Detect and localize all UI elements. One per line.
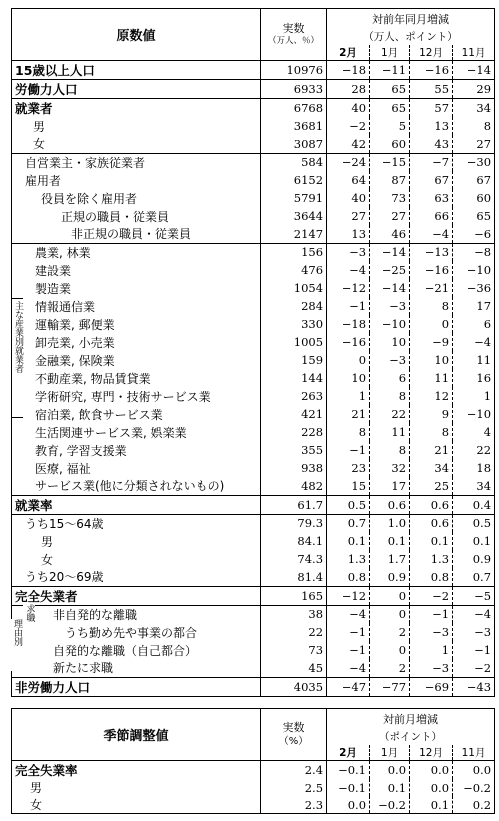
row-label: 完全失業者	[12, 586, 261, 605]
change-value: −14	[453, 61, 495, 80]
actual-value: 5791	[261, 189, 327, 207]
change-value: 27	[370, 207, 410, 225]
change-value: 11	[453, 351, 495, 369]
change-value: −9	[410, 333, 453, 351]
change-value: 0	[370, 586, 410, 605]
actual-value: 482	[261, 477, 327, 495]
actual-value: 3681	[261, 117, 327, 135]
actual-value: 355	[261, 441, 327, 459]
change-value: 2	[370, 659, 410, 677]
row-label: 非自発的な離職	[12, 605, 261, 623]
side-label-reason-text: 理由別	[12, 619, 22, 646]
change-value: −36	[453, 279, 495, 297]
change-value: −14	[370, 243, 410, 261]
change-value: 29	[453, 80, 495, 99]
change-value: 12	[410, 387, 453, 405]
table2-change-label: 対前月増減	[327, 709, 495, 729]
actual-value: 421	[261, 405, 327, 423]
change-value: 10	[327, 369, 370, 387]
change-value: 60	[370, 135, 410, 153]
change-value: −11	[370, 61, 410, 80]
change-value: 0.1	[410, 532, 453, 550]
actual-value: 4035	[261, 677, 327, 696]
change-unit: （万人、ポイント）	[327, 29, 495, 45]
change-value: 0	[327, 351, 370, 369]
table-row	[12, 387, 495, 405]
change-value: −7	[410, 153, 453, 171]
change-value: 9	[410, 405, 453, 423]
change-value: 1	[327, 387, 370, 405]
change-value: 8	[370, 441, 410, 459]
row-label: 女	[12, 135, 261, 153]
side-label-reason	[11, 619, 22, 671]
actual-value: 144	[261, 369, 327, 387]
change-value: −10	[453, 261, 495, 279]
change-value: 60	[453, 189, 495, 207]
change-value: 0	[370, 605, 410, 623]
change-value: 2	[370, 623, 410, 641]
change-value: 67	[453, 171, 495, 189]
actual-value: 165	[261, 586, 327, 605]
change-value: 28	[327, 80, 370, 99]
change-value: 1.7	[370, 550, 410, 568]
row-label: 自営業主・家族従業者	[12, 153, 261, 171]
actual-value: 6152	[261, 171, 327, 189]
change-value: 11	[410, 369, 453, 387]
row-label: うち15～64歳	[12, 514, 261, 532]
change-value: −4	[410, 225, 453, 243]
change-value: 0.7	[327, 514, 370, 532]
change-value: 1	[410, 641, 453, 659]
change-value: −24	[327, 153, 370, 171]
change-value: 40	[327, 189, 370, 207]
month-header: 1月	[370, 45, 410, 61]
change-value: 0.1	[370, 532, 410, 550]
table-row	[12, 61, 495, 80]
change-value: 8	[410, 297, 453, 315]
change-value: 0.6	[370, 495, 410, 514]
actual-label: 実数	[282, 21, 305, 35]
change-value: −1	[327, 297, 370, 315]
table2-change-unit: （ポイント）	[327, 729, 495, 745]
change-value: 13	[327, 225, 370, 243]
change-value: 46	[370, 225, 410, 243]
change-value: 0.0	[453, 761, 495, 780]
row-label: 自発的な離職（自己都合）	[12, 641, 261, 659]
actual-value: 263	[261, 387, 327, 405]
change-value: 0.4	[453, 495, 495, 514]
change-value: −1	[327, 641, 370, 659]
change-value: −10	[453, 405, 495, 423]
change-value: 0.0	[410, 761, 453, 780]
change-value: 0.0	[370, 761, 410, 780]
change-value: 65	[370, 80, 410, 99]
table2-actual-label: 実数	[282, 720, 305, 734]
original-values-table	[11, 8, 495, 697]
table2-title: 季節調整値	[12, 709, 261, 761]
side-label-main-industry-text: 主な産業別就業者	[13, 301, 23, 373]
table-row	[12, 279, 495, 297]
change-value: −1	[327, 623, 370, 641]
actual-value: 2.5	[261, 779, 327, 796]
table-title: 原数値	[12, 9, 261, 61]
table-row	[12, 207, 495, 225]
table-row	[12, 171, 495, 189]
row-label: 卸売業, 小売業	[12, 333, 261, 351]
row-label: 教育, 学習支援業	[12, 441, 261, 459]
change-value: 27	[327, 207, 370, 225]
table-row	[12, 99, 495, 118]
change-value: −5	[453, 586, 495, 605]
change-value: 0.6	[410, 495, 453, 514]
row-label: 新たに求職	[12, 659, 261, 677]
table-row	[12, 677, 495, 696]
table2-actual-header	[261, 709, 327, 761]
row-label: 非労働力人口	[12, 677, 261, 696]
change-value: 67	[410, 171, 453, 189]
actual-value: 10976	[261, 61, 327, 80]
actual-value: 156	[261, 243, 327, 261]
change-value: 22	[370, 405, 410, 423]
change-value: 0.9	[370, 568, 410, 586]
month-header: 1月	[370, 745, 410, 761]
change-value: 6	[453, 315, 495, 333]
change-value: 1.0	[370, 514, 410, 532]
actual-value: 1005	[261, 333, 327, 351]
change-value: 0.7	[453, 568, 495, 586]
row-label: 非正規の職員・従業員	[12, 225, 261, 243]
change-value: −0.1	[327, 761, 370, 780]
table-row	[12, 623, 495, 641]
change-value: −8	[453, 243, 495, 261]
row-label: 医療, 福祉	[12, 459, 261, 477]
table-row	[12, 243, 495, 261]
row-label: 15歳以上人口	[12, 61, 261, 80]
change-value: 8	[327, 423, 370, 441]
month-header: 12月	[410, 45, 453, 61]
change-value: −6	[453, 225, 495, 243]
row-label: 雇用者	[12, 171, 261, 189]
table-row	[12, 351, 495, 369]
actual-value: 73	[261, 641, 327, 659]
table-row	[12, 333, 495, 351]
actual-value: 45	[261, 659, 327, 677]
change-value: −3	[410, 659, 453, 677]
change-value: 16	[453, 369, 495, 387]
change-value: −47	[327, 677, 370, 696]
row-label: 男	[12, 779, 261, 796]
change-value: −0.2	[370, 796, 410, 814]
actual-value: 2.3	[261, 796, 327, 814]
change-value: 0.0	[327, 796, 370, 814]
change-value: 0.1	[370, 779, 410, 796]
change-value: 66	[410, 207, 453, 225]
change-value: 73	[370, 189, 410, 207]
change-value: 34	[453, 477, 495, 495]
row-label: 就業者	[12, 99, 261, 118]
change-value: −69	[410, 677, 453, 696]
change-value: −3	[327, 243, 370, 261]
change-value: 63	[410, 189, 453, 207]
change-label: 対前年同月増減	[327, 9, 495, 29]
actual-value: 6768	[261, 99, 327, 118]
row-label: 生活関連サービス業, 娯楽業	[12, 423, 261, 441]
change-value: −4	[453, 605, 495, 623]
row-label: 不動産業, 物品賃貸業	[12, 369, 261, 387]
change-value: −1	[327, 441, 370, 459]
change-value: 65	[370, 99, 410, 118]
row-label: 学術研究, 専門・技術サービス業	[12, 387, 261, 405]
change-value: −30	[453, 153, 495, 171]
table-row	[12, 796, 495, 814]
change-value: −21	[410, 279, 453, 297]
change-value: 17	[370, 477, 410, 495]
change-value: 10	[410, 351, 453, 369]
row-label: 就業率	[12, 495, 261, 514]
row-label: 男	[12, 117, 261, 135]
table-row	[12, 586, 495, 605]
actual-value: 22	[261, 623, 327, 641]
row-label: 金融業, 保険業	[12, 351, 261, 369]
row-label: 役員を除く雇用者	[12, 189, 261, 207]
row-label: 女	[12, 796, 261, 814]
row-label: 宿泊業, 飲食サービス業	[12, 405, 261, 423]
change-value: 43	[410, 135, 453, 153]
change-value: 1.3	[327, 550, 370, 568]
change-value: 42	[327, 135, 370, 153]
actual-value: 84.1	[261, 532, 327, 550]
table-row	[12, 550, 495, 568]
change-value: 8	[370, 387, 410, 405]
change-value: 15	[327, 477, 370, 495]
table-row	[12, 369, 495, 387]
actual-value: 330	[261, 315, 327, 333]
month-header: 12月	[410, 745, 453, 761]
table-row	[12, 153, 495, 171]
row-label: サービス業(他に分類されないもの)	[12, 477, 261, 495]
actual-value: 584	[261, 153, 327, 171]
side-label-seek	[23, 604, 35, 640]
change-value: −15	[370, 153, 410, 171]
change-value: 64	[327, 171, 370, 189]
actual-value: 6933	[261, 80, 327, 99]
change-value: 0.6	[410, 514, 453, 532]
actual-value: 3644	[261, 207, 327, 225]
actual-value: 2147	[261, 225, 327, 243]
change-value: 17	[453, 297, 495, 315]
change-value: −16	[410, 61, 453, 80]
actual-value: 228	[261, 423, 327, 441]
table-row	[12, 135, 495, 153]
row-label: 製造業	[12, 279, 261, 297]
change-value: 0	[370, 641, 410, 659]
change-value: 8	[410, 423, 453, 441]
change-value: −77	[370, 677, 410, 696]
table-row	[12, 261, 495, 279]
table-row	[12, 189, 495, 207]
change-value: 18	[453, 459, 495, 477]
change-value: 0.2	[453, 796, 495, 814]
change-value: 0.5	[453, 514, 495, 532]
change-value: −4	[327, 605, 370, 623]
table-row	[12, 477, 495, 495]
change-value: 8	[453, 117, 495, 135]
month-header: 2月	[327, 745, 370, 761]
change-value: −2	[327, 117, 370, 135]
seasonally-adjusted-table	[11, 708, 495, 814]
table-row	[12, 297, 495, 315]
row-label: 労働力人口	[12, 80, 261, 99]
change-value: −2	[410, 586, 453, 605]
table2-actual-unit: （%）	[278, 735, 309, 747]
change-value: −25	[370, 261, 410, 279]
table-row	[12, 659, 495, 677]
actual-unit: （万人、％）	[268, 35, 320, 46]
change-value: 55	[410, 80, 453, 99]
change-value: 34	[410, 459, 453, 477]
change-value: −2	[453, 659, 495, 677]
row-label: 情報通信業	[12, 297, 261, 315]
actual-value: 81.4	[261, 568, 327, 586]
change-value: −10	[370, 315, 410, 333]
change-value: 0.8	[327, 568, 370, 586]
change-value: 21	[327, 405, 370, 423]
change-value: −1	[410, 605, 453, 623]
table-row	[12, 641, 495, 659]
table-row	[12, 80, 495, 99]
actual-value: 3087	[261, 135, 327, 153]
table-row	[12, 423, 495, 441]
change-value: 10	[370, 333, 410, 351]
change-value: −43	[453, 677, 495, 696]
actual-value: 938	[261, 459, 327, 477]
change-value: 0.9	[453, 550, 495, 568]
row-label: うち20～69歳	[12, 568, 261, 586]
change-value: 13	[410, 117, 453, 135]
change-value: 40	[327, 99, 370, 118]
change-value: −3	[370, 297, 410, 315]
change-value: −12	[327, 279, 370, 297]
change-value: 87	[370, 171, 410, 189]
change-value: 25	[410, 477, 453, 495]
table-row	[12, 532, 495, 550]
table-row	[12, 441, 495, 459]
change-value: 0.1	[410, 796, 453, 814]
table-row	[12, 225, 495, 243]
change-value: 0.1	[327, 532, 370, 550]
change-value: 5	[370, 117, 410, 135]
change-value: 6	[370, 369, 410, 387]
actual-value: 476	[261, 261, 327, 279]
change-value: 34	[453, 99, 495, 118]
actual-value: 74.3	[261, 550, 327, 568]
actual-value: 79.3	[261, 514, 327, 532]
change-value: 1.3	[410, 550, 453, 568]
change-value: −1	[453, 641, 495, 659]
table-row	[12, 405, 495, 423]
change-value: 0.8	[410, 568, 453, 586]
change-value: 0.1	[453, 532, 495, 550]
table-row	[12, 459, 495, 477]
actual-value: 2.4	[261, 761, 327, 780]
actual-value: 284	[261, 297, 327, 315]
change-value: −4	[453, 333, 495, 351]
change-value: 23	[327, 459, 370, 477]
change-value: −16	[327, 333, 370, 351]
row-label: 農業, 林業	[12, 243, 261, 261]
actual-value: 61.7	[261, 495, 327, 514]
actual-value: 159	[261, 351, 327, 369]
change-value: −0.1	[327, 779, 370, 796]
row-label: 男	[12, 532, 261, 550]
row-label: 正規の職員・従業員	[12, 207, 261, 225]
actual-value: 38	[261, 605, 327, 623]
table-row	[12, 514, 495, 532]
change-value: 27	[453, 135, 495, 153]
change-value: 0.0	[410, 779, 453, 796]
row-label: 完全失業率	[12, 761, 261, 780]
change-value: −3	[410, 623, 453, 641]
table-row	[12, 315, 495, 333]
actual-header	[261, 9, 327, 61]
row-label: 女	[12, 550, 261, 568]
actual-value: 1054	[261, 279, 327, 297]
side-label-main-industry	[11, 298, 23, 418]
change-value: −4	[327, 659, 370, 677]
change-value: −18	[327, 61, 370, 80]
change-value: 21	[410, 441, 453, 459]
change-value: −0.2	[453, 779, 495, 796]
row-label: 建設業	[12, 261, 261, 279]
row-label: 運輸業, 郵便業	[12, 315, 261, 333]
table-row	[12, 495, 495, 514]
change-value: −14	[370, 279, 410, 297]
change-value: 65	[453, 207, 495, 225]
change-value: 4	[453, 423, 495, 441]
month-header: 2月	[327, 45, 370, 61]
change-value: 0	[410, 315, 453, 333]
change-value: −13	[410, 243, 453, 261]
change-value: −12	[327, 586, 370, 605]
change-value: −4	[327, 261, 370, 279]
change-value: −18	[327, 315, 370, 333]
table-row	[12, 761, 495, 780]
change-value: 22	[453, 441, 495, 459]
table-row	[12, 779, 495, 796]
change-value: 32	[370, 459, 410, 477]
change-value: 0.5	[327, 495, 370, 514]
change-value: 57	[410, 99, 453, 118]
row-label: うち勤め先や事業の都合	[12, 623, 261, 641]
change-value: 11	[370, 423, 410, 441]
table-row	[12, 568, 495, 586]
table-row	[12, 605, 495, 623]
change-value: −3	[453, 623, 495, 641]
change-value: 1	[453, 387, 495, 405]
month-header: 11月	[453, 45, 495, 61]
table-row	[12, 117, 495, 135]
month-header: 11月	[453, 745, 495, 761]
side-label-seek-text: 求職	[24, 604, 35, 622]
change-value: −16	[410, 261, 453, 279]
change-value: −3	[370, 351, 410, 369]
